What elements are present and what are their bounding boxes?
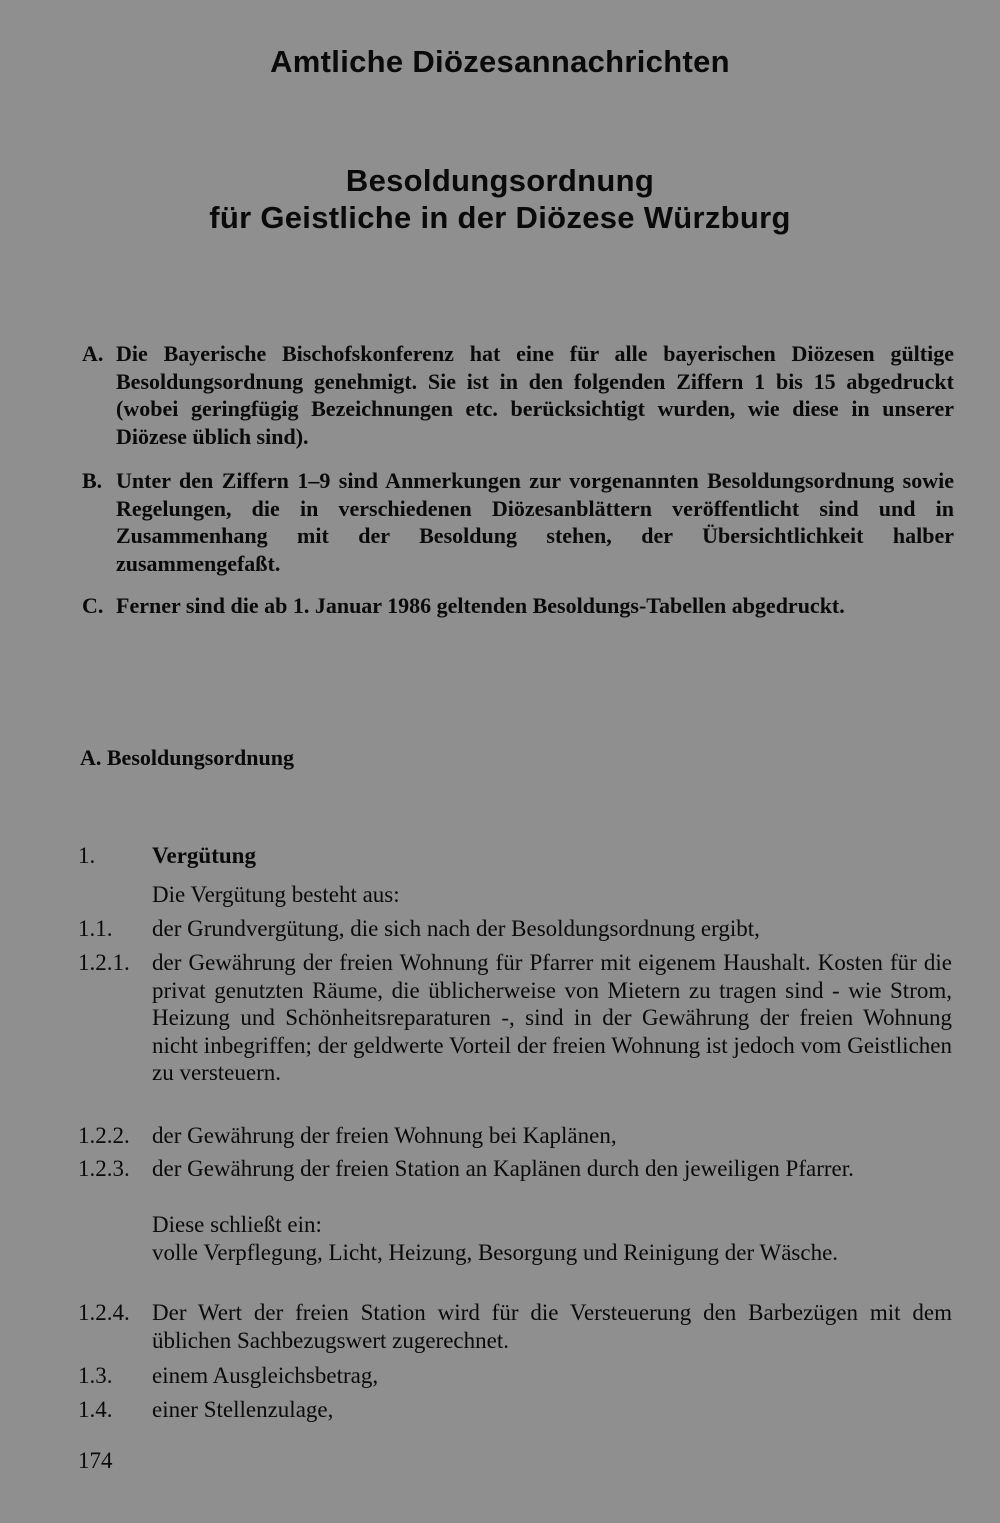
intro-letter: B. [82, 468, 103, 493]
document-title-line-2: für Geistliche in der Diözese Würzburg [209, 200, 791, 235]
list-item [78, 1396, 952, 1424]
item-number: 1.4. [78, 1397, 113, 1422]
item-text: einer Stellenzulage, [152, 1397, 334, 1422]
item-number: 1.2.3. [78, 1156, 130, 1181]
list-item [78, 1362, 952, 1390]
list-item [78, 1239, 952, 1267]
document-title-line-1: Besoldungsordnung [345, 163, 655, 198]
intro-text: Die Bayerische Bischofskonferenz hat eine für alle bayerischen Diözesen gültige Besoldungsordnung genehmigt. Sie ist in den folgenden Ziffern 1 bis 15 abgedruckt (wobei geringfügig Bezeichnungen etc. berücksichtigt wurden, wie diese in unserer Diözese üblich sind). [116, 341, 954, 449]
intro-paragraph-a [82, 340, 954, 450]
list-item [78, 949, 952, 1087]
intro-text: Unter den Ziffern 1–9 sind Anmerkungen zur vorgenannten Besoldungsordnung sowie Regelungen, die in verschiedenen Diözesanblättern veröffentlicht sind und in Zusammenhang mit der Besoldung stehen, der Übersichtlichkeit halber zusammengefaßt. [116, 468, 954, 576]
item-text: der Grundvergütung, die sich nach der Besoldungsordnung ergibt, [152, 916, 760, 941]
list-item [78, 881, 952, 909]
list-item [78, 842, 952, 870]
intro-letter: C. [82, 593, 104, 618]
intro-letter: A. [82, 341, 104, 366]
list-item [78, 1211, 952, 1239]
section-heading: A. Besoldungsordnung [80, 745, 294, 770]
item-text: der Gewährung der freien Wohnung bei Kaplänen, [152, 1123, 617, 1148]
intro-paragraph-c [82, 592, 954, 620]
list-item [78, 1155, 952, 1183]
item-number: 1.2.2. [78, 1123, 130, 1148]
list-item [78, 1122, 952, 1150]
item-number: 1.1. [78, 916, 113, 941]
list-item [78, 915, 952, 943]
item-heading: Vergütung [152, 843, 256, 868]
item-text: volle Verpflegung, Licht, Heizung, Besorgung und Reinigung der Wäsche. [152, 1240, 839, 1265]
item-text: einem Ausgleichsbetrag, [152, 1363, 379, 1388]
page-number: 174 [78, 1448, 113, 1473]
item-text: Die Vergütung besteht aus: [152, 882, 400, 907]
item-text: der Gewährung der freien Wohnung für Pfarrer mit eigenem Haushalt. Kosten für die privat genutzten Räume, die üblicherweise von Mietern zu tragen sind - wie Strom, Heizung und Schönheitsreparaturen -, sind in der Gewährung der freien Wohnung nicht inbegriffen; der geldwerte Vorteil der freien Wohnung ist jedoch vom Geistlichen zu versteuern. [152, 950, 952, 1085]
item-text: Der Wert der freien Station wird für die Versteuerung den Barbezügen mit dem üblichen Sachbezugswert zugerechnet. [152, 1300, 952, 1353]
publication-header: Amtliche Diözesannachrichten [270, 44, 730, 79]
item-number: 1.2.1. [78, 950, 130, 975]
list-item [78, 1299, 952, 1354]
item-text: der Gewährung der freien Station an Kaplänen durch den jeweiligen Pfarrer. [152, 1156, 854, 1181]
intro-paragraph-b [82, 467, 954, 577]
item-text: Diese schließt ein: [152, 1212, 322, 1237]
document-title [0, 162, 1000, 236]
item-number: 1. [78, 843, 96, 868]
item-number: 1.3. [78, 1363, 113, 1388]
item-number: 1.2.4. [78, 1300, 130, 1325]
intro-text: Ferner sind die ab 1. Januar 1986 geltenden Besoldungs-Tabellen abgedruckt. [116, 593, 845, 618]
